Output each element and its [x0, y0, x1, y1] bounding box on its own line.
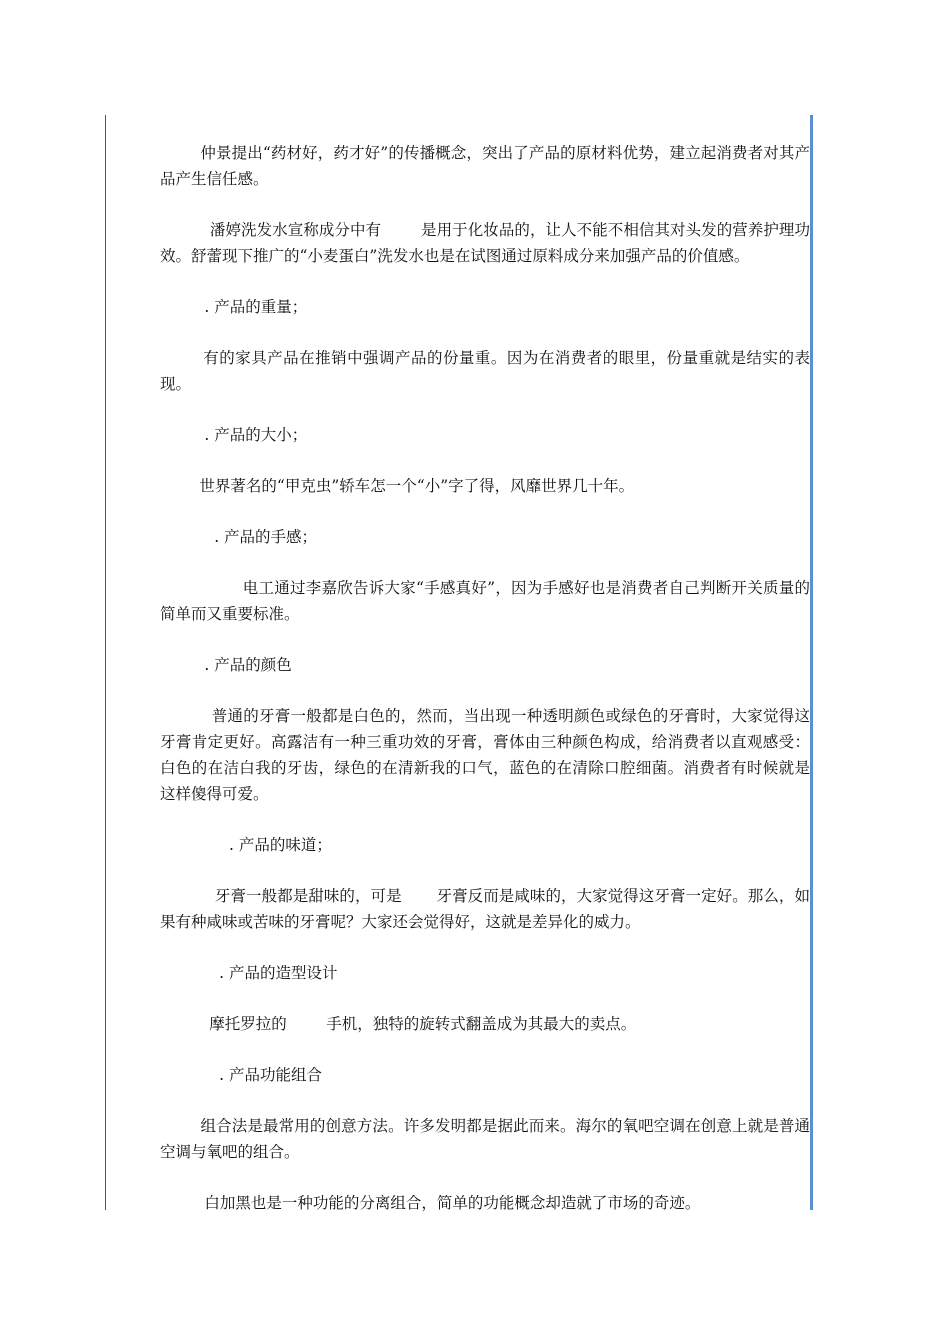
paragraph-combination-method: 组合法是最常用的创意方法。许多发明都是据此而来。海尔的氧吧空调在创意上就是普通空调与氧吧的组合。 [160, 1117, 810, 1161]
heading-product-weight: . 产品的重量； [160, 298, 308, 316]
paragraph-pantene: 潘婷洗发水宣称成分中有 是用于化妆品的，让人不能不相信其对头发的营养护理功效。舒蕾现下推广的“小麦蛋白”洗发水也是在试图通过原料成分来加强产品的价值感。 [160, 221, 810, 265]
heading-product-size: . 产品的大小； [160, 426, 308, 444]
left-margin-rule [105, 115, 106, 1210]
paragraph-beetle-car: 世界著名的“甲克虫”轿车怎一个“小”字了得，风靡世界几十年。 [160, 477, 635, 495]
heading-product-color: . 产品的颜色 [160, 656, 292, 674]
document-body [160, 140, 810, 1216]
paragraph-motorola-phone: 摩托罗拉的 手机，独特的旋转式翻盖成为其最大的卖点。 [160, 1015, 637, 1033]
paragraph-switch-feel: 电工通过李嘉欣告诉大家“手感真好”，因为手感好也是消费者自己判断开关质量的简单而又重要标准。 [160, 579, 810, 623]
heading-function-combination: . 产品功能组合 [160, 1066, 322, 1084]
paragraph-baijiahei: 白加黑也是一种功能的分离组合，简单的功能概念却造就了市场的奇迹。 [160, 1194, 701, 1212]
paragraph-toothpaste-color: 普通的牙膏一般都是白色的，然而，当出现一种透明颜色或绿色的牙膏时，大家觉得这牙膏肯定更好。高露洁有一种三重功效的牙膏，膏体由三种颜色构成，给消费者以直观感受：白色的在洁白我的牙齿，绿色的在清新我的口气，蓝色的在清除口腔细菌。消费者有时候就是这样傻得可爱。 [160, 707, 810, 803]
heading-product-taste: . 产品的味道； [160, 836, 332, 854]
right-margin-rule [810, 115, 813, 1210]
paragraph-zhongjing: 仲景提出“药材好，药才好”的传播概念，突出了产品的原材料优势，建立起消费者对其产品产生信任感。 [160, 144, 810, 188]
heading-product-feel: . 产品的手感； [160, 528, 318, 546]
heading-product-design: . 产品的造型设计 [160, 964, 338, 982]
paragraph-furniture-weight: 有的家具产品在推销中强调产品的份量重。因为在消费者的眼里，份量重就是结实的表现。 [160, 349, 810, 393]
paragraph-toothpaste-taste: 牙膏一般都是甜味的，可是 牙膏反而是咸味的，大家觉得这牙膏一定好。那么，如果有种咸味或苦味的牙膏呢？大家还会觉得好，这就是差异化的威力。 [160, 887, 810, 931]
